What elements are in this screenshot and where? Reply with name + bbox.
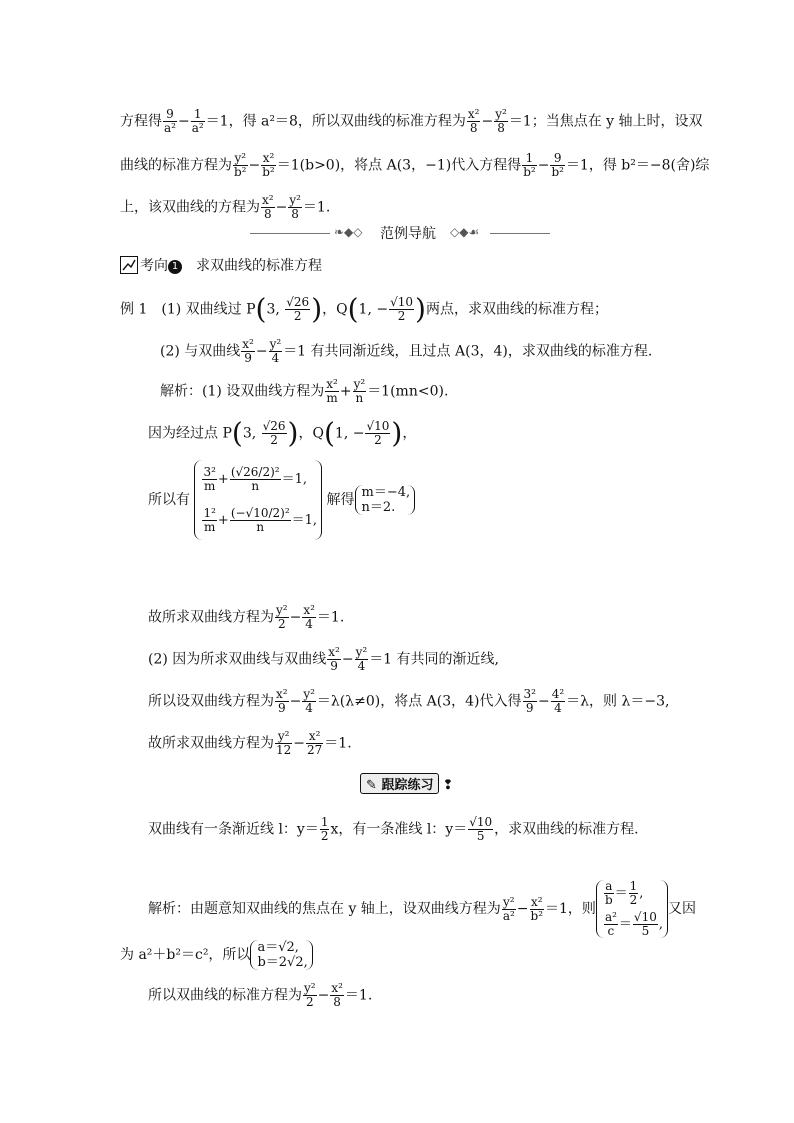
solution-line: 故所求双曲线方程为 $\frac{\text{y²}}{12}$ − $\frac{\text{x²}}{27}$ ＝1.: [148, 729, 352, 757]
pencil-book-icon: ✎: [366, 778, 377, 793]
ornament-icon: ◇◆☙: [450, 225, 480, 239]
text-line: 方程得 $\frac{9}{\text{a²}}$ − $\frac{1}{\text{a²}}$ ＝1，得 a²＝8，所以双曲线的标准方程为 $\frac{\text{x²}}{8}$ − $\frac{\text{y²}}{8}$ ＝1；当焦点在 y 轴上时，设双: [120, 107, 703, 135]
fraction: $\frac{1}{\text{b²}}$: [523, 151, 536, 179]
topic-heading: 考向 1 求双曲线的标准方程: [120, 255, 322, 275]
topic-number-badge: 1: [168, 260, 182, 274]
equation-system: $\frac{a}{b}$ ＝ $\frac{1}{2}$ , $\frac{\text{a²}}{c}$ ＝ $\frac{√10}{5}$ ,: [596, 880, 668, 938]
solution-system-line: 所以有 $\frac{\text{3²}}{m}$ + $\frac{\text{(√26/2)²}}{n}$ ＝1, $\frac{\text{1²}}{m}$ + $\frac{\text{(−√10/2)²}}{n}$ ＝1, 解得 m＝−4, n＝2.: [148, 460, 415, 590]
equation-system: $\frac{\text{3²}}{m}$ + $\frac{\text{(√26/2)²}}{n}$ ＝1, $\frac{\text{1²}}{m}$ + $\frac{\text{(−√10/2)²}}{n}$ ＝1,: [194, 460, 322, 540]
solution-system: a＝√2, b＝2√2,: [250, 940, 312, 970]
sparkle-icon: ❢: [442, 778, 454, 793]
example-line: (2) 与双曲线 $\frac{\text{x²}}{9}$ − $\frac{\text{y²}}{4}$ ＝1 有共同渐近线，且过点 A(3，4)，求双曲线的标准方程.: [160, 337, 653, 365]
fraction: $\frac{1}{\text{a²}}$: [191, 107, 204, 135]
fraction: $\frac{\text{y²}}{4}$: [269, 337, 282, 365]
fraction: $\frac{\text{x²}}{m}$: [326, 377, 338, 405]
solution-line: 解析：由题意知双曲线的焦点在 y 轴上，设双曲线方程为 $\frac{\text{y²}}{\text{a²}}$ − $\frac{\text{x²}}{\text{b²}}$ ＝1，则 $\frac{a}{b}$ ＝ $\frac{1}{2}$ , $\frac{\text{a²}}{c}$ ＝ $\frac{√10}{5}$ , 又因: [148, 879, 696, 938]
solution-line: 因为经过点 P(3, $\frac{√26}{2}$ )，Q(1, − $\frac{√10}{2}$ )，: [148, 416, 417, 450]
solution-system: m＝−4, n＝2.: [355, 485, 416, 515]
solution-line: 所以双曲线的标准方程为 $\frac{\text{y²}}{2}$ − $\frac{\text{x²}}{8}$ ＝1.: [148, 981, 373, 1009]
fraction: $\frac{√10}{2}$: [390, 295, 414, 323]
solution-line: 所以设双曲线方程为 $\frac{\text{x²}}{9}$ − $\frac{\text{y²}}{4}$ ＝λ(λ≠0)，将点 A(3，4)代入得 $\frac{\text{3²}}{9}$ − $\frac{\text{4²}}{4}$ ＝λ，则 λ＝−3,: [148, 687, 670, 715]
fraction: $\frac{9}{\text{b²}}$: [551, 151, 564, 179]
fraction: $\frac{√26}{2}$: [286, 295, 310, 323]
fraction: $\frac{√26}{2}$: [262, 419, 286, 447]
section-title: 范例导航: [380, 226, 436, 242]
ornament-icon: ❧◆◇: [334, 225, 363, 239]
fraction: $\frac{\text{x²}}{8}$: [262, 193, 274, 221]
text-line: 曲线的标准方程为 $\frac{\text{y²}}{\text{b²}}$ − $\frac{\text{x²}}{\text{b²}}$ ＝1(b>0)，将点 A(3，−1)代入方程得 $\frac{1}{\text{b²}}$ − $\frac{9}{\text{b²}}$ ＝1，得 b²＝−8(舍)综: [120, 151, 710, 179]
fraction: $\frac{√10}{2}$: [366, 419, 390, 447]
solution-line: 故所求双曲线方程为 $\frac{\text{y²}}{2}$ − $\frac{\text{x²}}{4}$ ＝1.: [148, 603, 345, 631]
trend-chart-icon: [120, 256, 138, 274]
section-banner: [250, 223, 550, 243]
fraction: $\frac{\text{y²}}{n}$: [353, 377, 366, 405]
fraction: $\frac{\text{y²}}{8}$: [495, 107, 507, 135]
practice-heading: ✎ 跟踪练习 ❢: [360, 773, 453, 793]
text-line: 上，该双曲线的方程为 $\frac{\text{x²}}{8}$ − $\frac{\text{y²}}{8}$ ＝1.: [120, 193, 331, 221]
fraction: $\frac{\text{x²}}{9}$: [242, 337, 254, 365]
solution-line: 解析：(1) 设双曲线方程为 $\frac{\text{x²}}{m}$ + $\frac{\text{y²}}{n}$ ＝1(mn<0).: [160, 377, 449, 405]
example-line: 例 1 (1) 双曲线过 P(3, $\frac{√26}{2}$ )，Q(1, − $\frac{√10}{2}$ )两点，求双曲线的标准方程；: [120, 292, 608, 326]
exercise-line: 双曲线有一条渐近线 l：y＝ $\frac{1}{2}$ x，有一条准线 l：y＝ $\frac{√10}{5}$ ，求双曲线的标准方程.: [148, 815, 639, 843]
text: 方程得: [120, 113, 162, 130]
solution-line: (2) 因为所求双曲线与双曲线 $\frac{\text{x²}}{9}$ − $\frac{\text{y²}}{4}$ ＝1 有共同的渐近线,: [148, 645, 499, 673]
fraction: $\frac{\text{x²}}{\text{b²}}$: [262, 151, 275, 179]
fraction: $\frac{9}{\text{a²}}$: [164, 107, 176, 135]
solution-line: 为 a²＋b²＝c²，所以 a＝√2, b＝2√2,: [120, 940, 313, 970]
fraction: $\frac{\text{y²}}{\text{b²}}$: [234, 151, 247, 179]
fraction: $\frac{\text{x²}}{8}$: [467, 107, 480, 135]
fraction: $\frac{\text{y²}}{8}$: [289, 193, 301, 221]
